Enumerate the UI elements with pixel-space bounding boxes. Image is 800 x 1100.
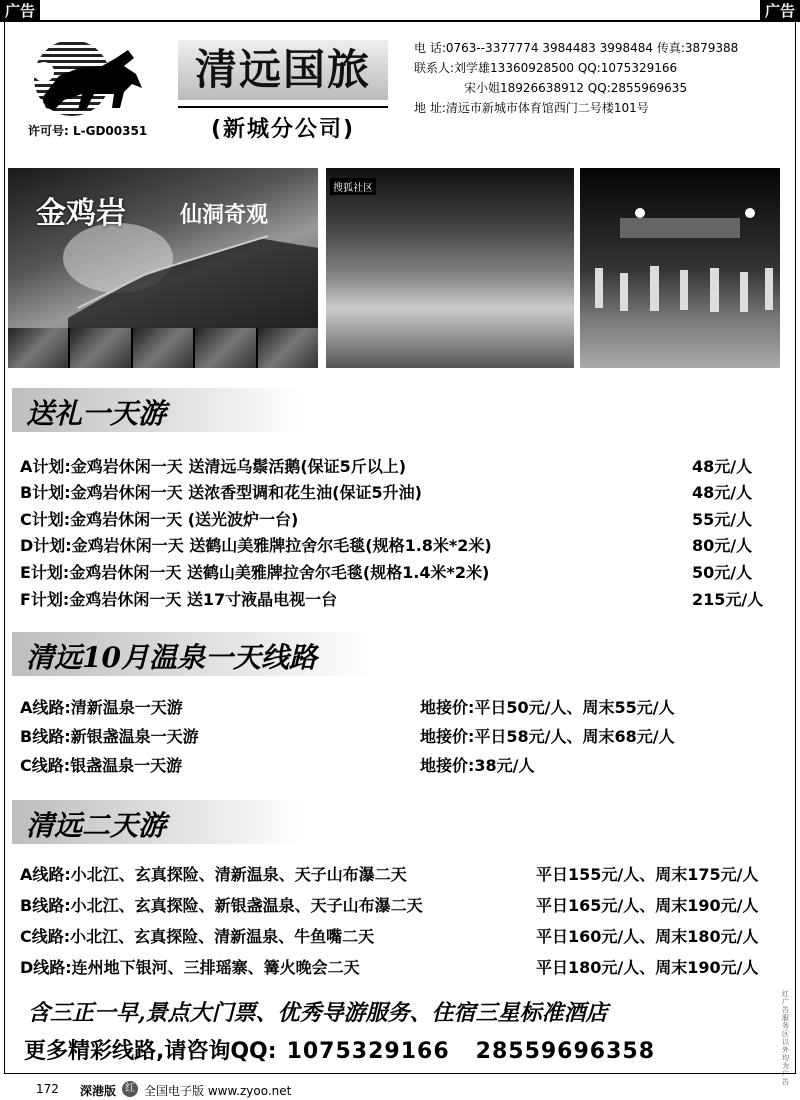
section-title: 清远10月温泉一天线路 (26, 641, 317, 674)
plan-d: D计划:金鸡岩休闲一天 送鹤山美雅牌拉舍尔毛毯(规格1.8米*2米) (20, 536, 492, 555)
page-number: 172 (36, 1082, 59, 1096)
plan-a-price: 48元/人 (692, 457, 753, 476)
hot-spring-photo (326, 168, 574, 368)
plan-c-price: 55元/人 (692, 510, 753, 529)
edition-badge-icon: 红 (122, 1081, 138, 1097)
edition-label: 深港版 (80, 1084, 117, 1098)
section-banner-gift-tour (12, 388, 302, 432)
contact-person-2: 宋小姐18926638912 QQ:2855969635 (464, 81, 688, 95)
thumbnail (258, 328, 318, 368)
route-b-price: 地接价:平日58元/人、周末68元/人 (420, 727, 675, 746)
website-link[interactable]: 全国电子版 www.zyoo.net (144, 1084, 292, 1098)
section-title: 送礼一天游 (26, 397, 167, 430)
horse-logo-icon (24, 36, 154, 124)
route-a: A线路:清新温泉一天游 (20, 698, 183, 717)
section-banner-hot-spring (12, 632, 372, 676)
watermark-tag: 搜狐社区 (330, 178, 376, 195)
plan-a: A计划:金鸡岩休闲一天 送清远乌鬃活鹅(保证5斤以上) (20, 457, 407, 476)
qq-contact-line (24, 1034, 655, 1065)
qq-prefix: 更多精彩线路,请咨询QQ: (24, 1039, 277, 1064)
ad-label-right: 广告 (760, 0, 800, 22)
plan-e-price: 50元/人 (692, 563, 753, 582)
cave-photo-title: 金鸡岩 (36, 196, 126, 231)
contact-address: 地 址:清远市新城市体育馆西门二号楼101号 (414, 101, 649, 115)
side-note: 红广告服务区以外均为广告 (782, 990, 789, 1086)
brand-divider (178, 106, 388, 108)
brand-box (178, 40, 388, 140)
cave-photo-subtitle: 仙洞奇观 (180, 203, 269, 228)
plan-f-price: 215元/人 (692, 590, 764, 609)
bonfire-dance-photo (580, 168, 780, 368)
plan-e: E计划:金鸡岩休闲一天 送鹤山美雅牌拉舍尔毛毯(规格1.4米*2米) (20, 563, 490, 582)
plan-b: B计划:金鸡岩休闲一天 送浓香型调和花生油(保证5升油) (20, 483, 422, 502)
cave-thumbnails (8, 328, 318, 368)
contact-person-1: 联系人:刘学雄13360928500 QQ:1075329166 (414, 61, 678, 75)
route-c: C线路:银盏温泉一天游 (20, 756, 183, 775)
brand-title: 清远国旅 (178, 40, 388, 100)
route-b: B线路:新银盏温泉一天游 (20, 727, 199, 746)
two-day-route-c-price: 平日160元/人、周末180元/人 (536, 927, 759, 946)
thumbnail (195, 328, 255, 368)
two-day-route-d: D线路:连州地下银河、三排瑶寨、篝火晚会二天 (20, 958, 360, 977)
ad-label-left: 广告 (0, 0, 40, 22)
thumbnail (133, 328, 193, 368)
plan-c: C计划:金鸡岩休闲一天 (送光波炉一台) (20, 510, 299, 529)
two-day-route-c: C线路:小北江、玄真探险、清新温泉、牛鱼嘴二天 (20, 927, 375, 946)
thumbnail (8, 328, 68, 368)
brand-subtitle: (新城分公司) (210, 117, 356, 142)
two-day-route-a-price: 平日155元/人、周末175元/人 (536, 865, 759, 884)
route-c-price: 地接价:38元/人 (420, 756, 535, 775)
qq-number-1: 1075329166 (286, 1039, 450, 1064)
two-day-route-d-price: 平日180元/人、周末190元/人 (536, 958, 759, 977)
contact-phone: 电 话:0763--3377774 3984483 3998484 传真:3879388 (414, 41, 739, 55)
qq-number-2: 28559696358 (475, 1039, 656, 1064)
two-day-route-b: B线路:小北江、玄真探险、新银盏温泉、天子山布瀑二天 (20, 896, 423, 915)
section-title: 清远二天游 (26, 809, 167, 842)
route-a-price: 地接价:平日50元/人、周末55元/人 (420, 698, 675, 717)
slogan: 含三正一早,景点大门票、优秀导游服务、住宿三星标准酒店 (28, 1000, 608, 1026)
license-number: 许可号: L-GD00351 (28, 124, 148, 138)
plan-b-price: 48元/人 (692, 483, 753, 502)
contact-block (414, 38, 738, 118)
page-footer (0, 1078, 800, 1100)
two-day-route-b-price: 平日165元/人、周末190元/人 (536, 896, 759, 915)
plan-d-price: 80元/人 (692, 536, 753, 555)
cave-photo (8, 168, 318, 368)
plan-f: F计划:金鸡岩休闲一天 送17寸液晶电视一台 (20, 590, 338, 609)
two-day-route-a: A线路:小北江、玄真探险、清新温泉、天子山布瀑二天 (20, 865, 407, 884)
section-banner-two-day (12, 800, 302, 844)
thumbnail (70, 328, 130, 368)
